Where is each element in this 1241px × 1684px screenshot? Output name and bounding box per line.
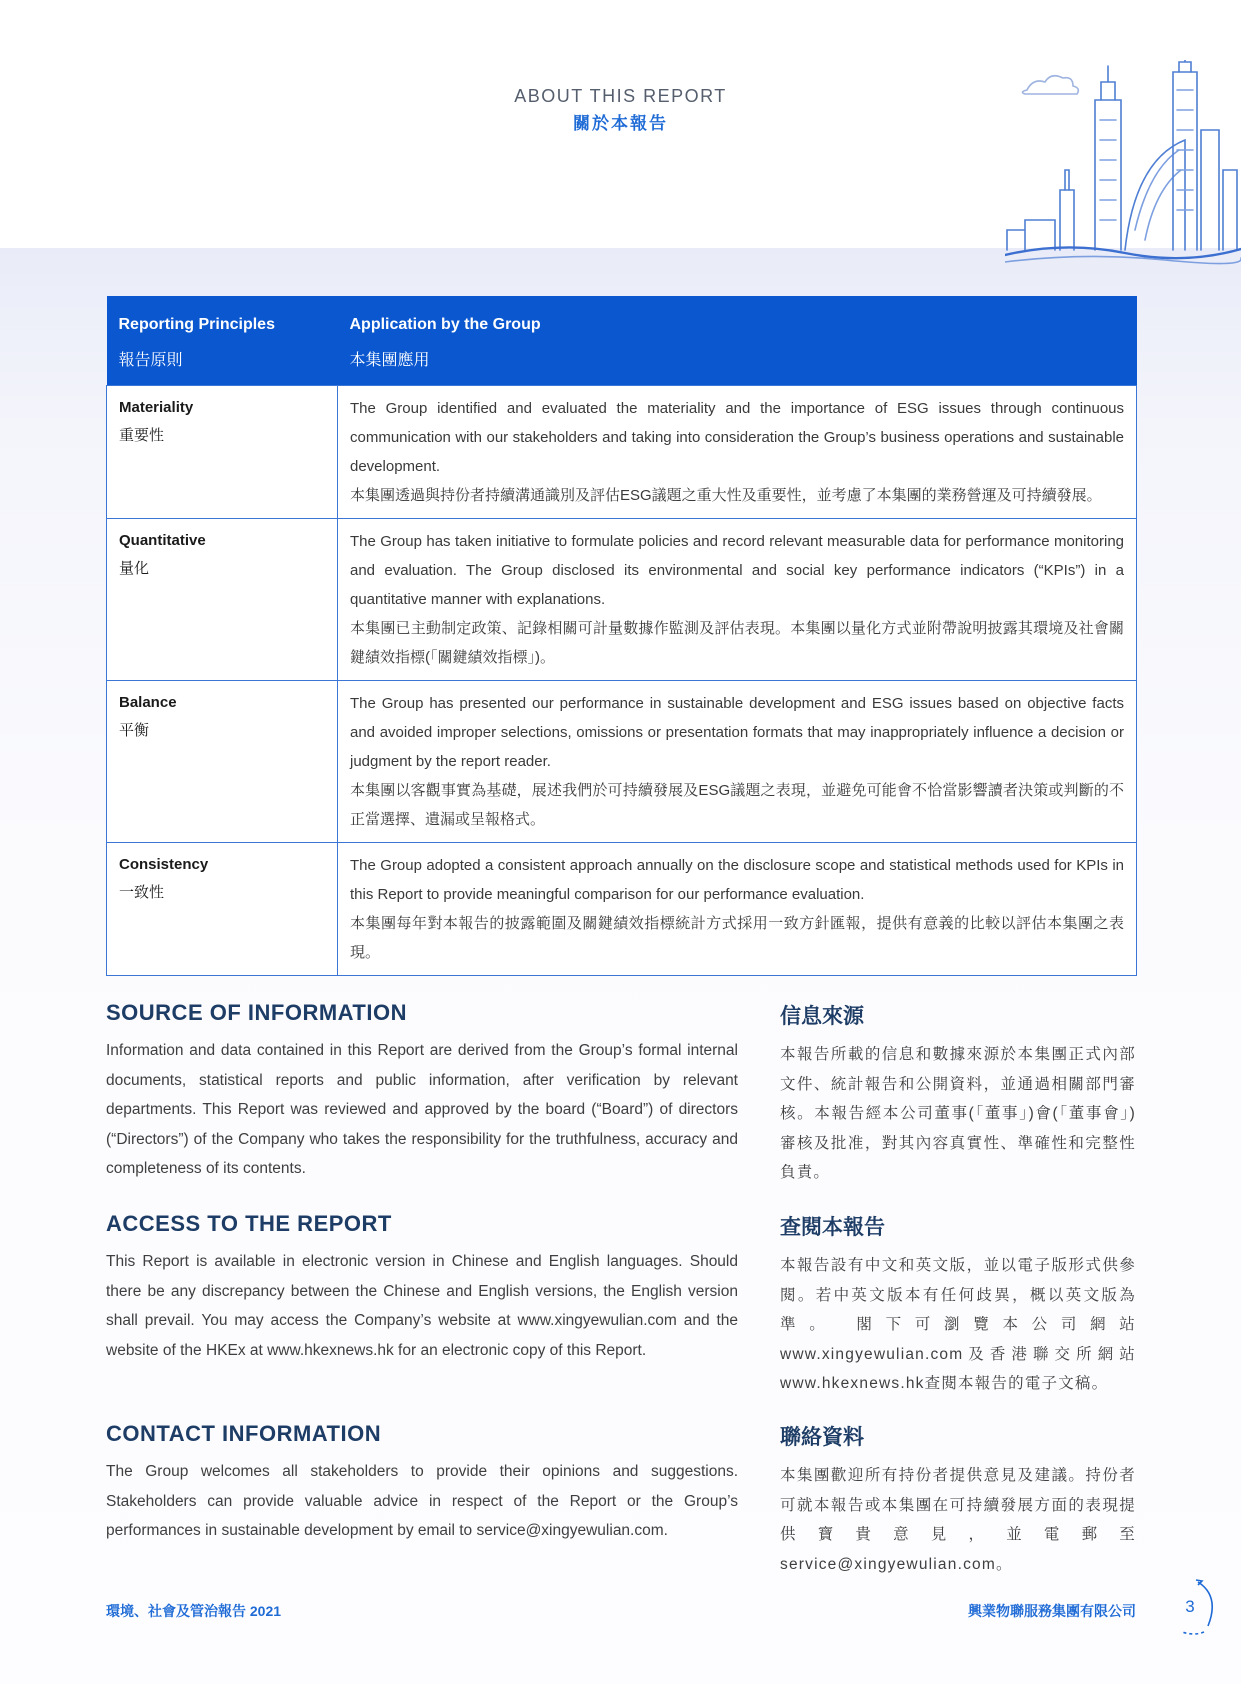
principle-application-cell: [338, 843, 1137, 976]
contact-section-en: [106, 1421, 738, 1546]
access-body-en: This Report is available in electronic version in Chinese and English languages. Should there be any discrepancy between the Chinese and English versions, the English version shall prevail. You may access the Company’s website at www.xingyewulian.com and the website of the HKEx at www.hkexnews.hk for an electronic copy of this Report.: [106, 1253, 738, 1359]
contact-body-en: The Group welcomes all stakeholders to provide their opinions and suggestions. Stakeholders can provide valuable advice in respect of the Report or the Group’s performances in sustainable development by email to service@xingyewulian.com.: [106, 1463, 738, 1539]
principle-text-zh: 本集團已主動制定政策、記錄相關可計量數據作監測及評估表現。本集團以量化方式並附帶說明披露其環境及社會關鍵績效指標(「關鍵績效指標」)。: [350, 620, 1124, 666]
principle-name-en: Materiality: [119, 399, 194, 416]
contact-section-zh: [780, 1421, 1136, 1579]
header-principles-en: Reporting Principles: [118, 316, 275, 333]
source-section-en: [106, 1000, 738, 1184]
table-header-row: [107, 296, 1137, 386]
principle-text-zh: 本集團以客觀事實為基礎，展述我們於可持續發展及ESG議題之表現，並避免可能會不恰當影響讀者決策或判斷的不正當選擇、遺漏或呈報格式。: [350, 782, 1124, 828]
principle-name-zh: 一致性: [119, 884, 165, 901]
header-title-zh: 關於本報告: [573, 114, 668, 133]
contact-title-en: CONTACT INFORMATION: [106, 1421, 382, 1446]
principle-text-zh: 本集團透過與持份者持續溝通識別及評估ESG議題之重大性及重要性，並考慮了本集團的業務營運及可持續發展。: [350, 487, 1102, 504]
principle-application-cell: [338, 519, 1137, 681]
principle-name-cell: [107, 519, 338, 681]
principle-name-zh: 平衡: [119, 722, 150, 739]
principle-text-en: The Group adopted a consistent approach annually on the disclosure scope and statistical methods used for KPIs in this Report to provide meaningful comparison for our performance evaluation.: [350, 857, 1124, 903]
principle-text-en: The Group identified and evaluated the materiality and the importance of ESG issues through continuous communication with our stakeholders and taking into consideration the Group’s business operations and sustainable development.: [350, 400, 1124, 475]
header-cell-application: [338, 296, 1137, 386]
principle-name-zh: 量化: [119, 560, 150, 577]
access-section-zh: [780, 1211, 1136, 1399]
principle-name-cell: [107, 386, 338, 519]
table-row: [107, 843, 1137, 976]
header-title-en: ABOUT THIS REPORT: [514, 86, 727, 106]
city-skyline-illustration: [1005, 60, 1241, 265]
header-cell-principles: [107, 296, 338, 386]
principle-name-cell: [107, 681, 338, 843]
header-principles-zh: 報告原則: [118, 352, 183, 369]
table-row: [107, 519, 1137, 681]
access-title-zh: 查閱本報告: [780, 1216, 885, 1239]
principle-name-en: Balance: [119, 694, 177, 711]
principle-application-cell: [338, 681, 1137, 843]
source-title-zh: 信息來源: [780, 1005, 864, 1028]
footer-company-name: 興業物聯服務集團有限公司: [968, 1603, 1136, 1619]
access-body-zh: 本報告設有中文和英文版，並以電子版形式供參閱。若中英文版本有任何歧異，概以英文版為準。 閣下可瀏覽本公司網站www.xingyewulian.com及香港聯交所網站www.hkexnews.hk查閱本報告的電子文稿。: [780, 1257, 1136, 1392]
source-body-en: Information and data contained in this Report are derived from the Group’s formal internal documents, statistical reports and public information, after verification by relevant departments. This Report was reviewed and approved by the board (“Board”) of directors (“Directors”) of the Company who takes the responsibility for the truthfulness, accuracy and completeness of its contents.: [106, 1042, 738, 1177]
principle-name-cell: [107, 843, 338, 976]
principle-name-en: Quantitative: [119, 532, 206, 549]
table-row: [107, 386, 1137, 519]
contact-title-zh: 聯絡資料: [780, 1426, 864, 1449]
principle-text-en: The Group has presented our performance in sustainable development and ESG issues based on objective facts and avoided improper selections, omissions or presentation formats that may inappropriately influence a decision or judgment by the report reader.: [350, 695, 1124, 770]
table-row: [107, 681, 1137, 843]
source-title-en: SOURCE OF INFORMATION: [106, 1000, 407, 1025]
contact-body-zh: 本集團歡迎所有持份者提供意見及建議。持份者可就本報告或本集團在可持續發展方面的表現提供寶貴意見，並電郵至service@xingyewulian.com。: [780, 1467, 1136, 1573]
footer-report-title: 環境、社會及管治報告 2021: [106, 1603, 282, 1619]
header-application-zh: 本集團應用: [349, 352, 430, 369]
access-title-en: ACCESS TO THE REPORT: [106, 1211, 392, 1236]
header-application-en: Application by the Group: [349, 316, 541, 333]
principle-text-en: The Group has taken initiative to formulate policies and record relevant measurable data for performance monitoring and evaluation. The Group disclosed its environmental and social key performance indicators (“KPIs”) in a quantitative manner with explanations.: [350, 533, 1124, 608]
principle-text-zh: 本集團每年對本報告的披露範圍及關鍵績效指標統計方式採用一致方針匯報，提供有意義的比較以評估本集團之表現。: [350, 915, 1124, 961]
principle-application-cell: [338, 386, 1137, 519]
reporting-principles-table: [106, 296, 1137, 976]
source-section-zh: [780, 1000, 1136, 1188]
page-number: 3: [1185, 1597, 1195, 1616]
access-section-en: [106, 1211, 738, 1365]
principle-name-en: Consistency: [119, 856, 209, 873]
principle-name-zh: 重要性: [119, 427, 165, 444]
source-body-zh: 本報告所載的信息和數據來源於本集團正式內部文件、統計報告和公開資料，並通過相關部門審核。本報告經本公司董事(「董事」)會(「董事會」)審核及批准，對其內容真實性、準確性和完整性負責。: [780, 1046, 1136, 1181]
